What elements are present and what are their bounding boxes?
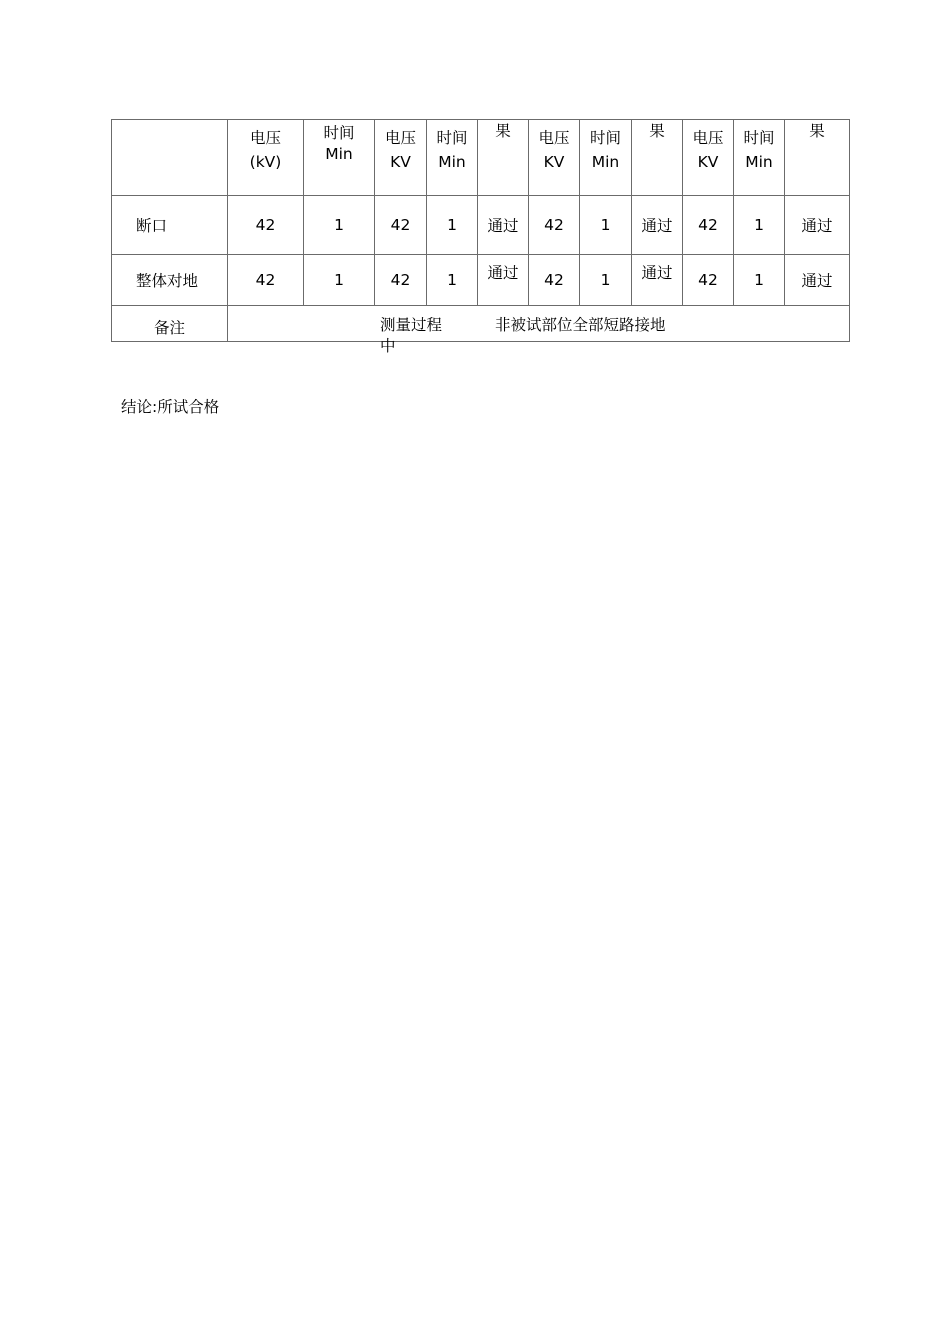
header-blank-cell (112, 120, 228, 196)
test-results-table (111, 119, 850, 355)
header-voltage-kv: 电压 KV (683, 120, 734, 196)
row-label: 断口 (112, 196, 228, 255)
result-value: 通过 (478, 255, 529, 306)
time-value: 1 (427, 255, 478, 306)
result-value: 通过 (785, 255, 850, 306)
time-value: 1 (580, 255, 632, 306)
voltage-value: 42 (228, 255, 304, 306)
time-value: 1 (304, 196, 375, 255)
time-value: 1 (427, 196, 478, 255)
header-result: 果 (785, 120, 850, 196)
header-time-min: 时间 Min (580, 120, 632, 196)
time-value: 1 (734, 255, 785, 306)
voltage-value: 42 (228, 196, 304, 255)
time-value: 1 (734, 196, 785, 255)
header-voltage-kv: 电压 (kV) (228, 120, 304, 196)
voltage-value: 42 (529, 255, 580, 306)
table-row (112, 255, 850, 306)
header-voltage-kv: 电压 KV (375, 120, 427, 196)
remarks-content (228, 306, 850, 355)
time-value: 1 (580, 196, 632, 255)
header-time-min: 时间 Min (734, 120, 785, 196)
voltage-value: 42 (375, 255, 427, 306)
conclusion-text: 结论:所试合格 (121, 398, 220, 416)
remarks-text-a: 测量过程中 (380, 316, 443, 355)
result-value: 通过 (632, 255, 683, 306)
header-row (112, 120, 850, 196)
header-time-min: 时间 Min (427, 120, 478, 196)
remarks-text-b: 非被试部位全部短路接地 (495, 316, 666, 334)
voltage-value: 42 (683, 196, 734, 255)
row-label: 整体对地 (112, 255, 228, 306)
time-value: 1 (304, 255, 375, 306)
result-value: 通过 (632, 196, 683, 255)
table-row (112, 196, 850, 255)
result-value: 通过 (478, 196, 529, 255)
voltage-value: 42 (529, 196, 580, 255)
header-voltage-kv: 电压 KV (529, 120, 580, 196)
header-result: 果 (478, 120, 529, 196)
header-time-min: 时间 Min (304, 120, 375, 196)
voltage-value: 42 (375, 196, 427, 255)
header-result: 果 (632, 120, 683, 196)
remarks-row (112, 306, 850, 342)
result-value: 通过 (785, 196, 850, 255)
remarks-label: 备注 (112, 306, 228, 342)
voltage-value: 42 (683, 255, 734, 306)
